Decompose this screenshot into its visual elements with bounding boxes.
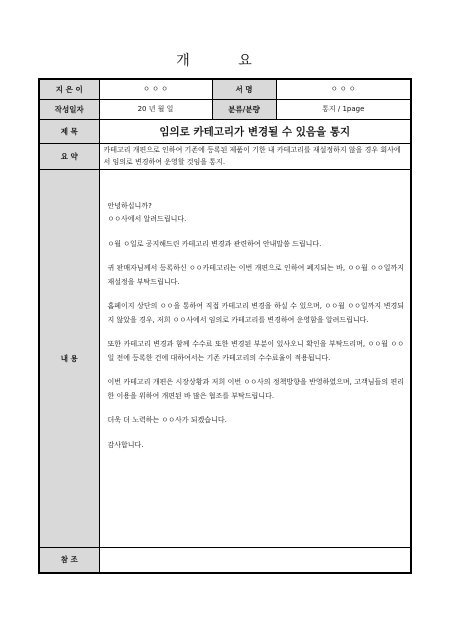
subject-value: 임의로 카테고리가 변경될 수 있음을 통지	[99, 119, 411, 143]
document-title: 개 요	[176, 53, 274, 69]
category-value: 통지 / 1page	[276, 99, 411, 119]
content-paragraph: 감사합니다.	[107, 440, 144, 449]
author-label: 지 은 이	[39, 79, 99, 99]
content-paragraph: 안녕하십니까? ㅇㅇ사에서 알려드립니다.	[107, 201, 187, 223]
author-value: ㅇ ㅇ ㅇ	[99, 79, 212, 99]
summary-form-table	[38, 78, 412, 574]
summary-label: 요 약	[39, 143, 99, 169]
category-label: 분류/분량	[212, 99, 276, 119]
reference-value	[99, 547, 411, 573]
content-label: 내 용	[39, 169, 99, 547]
content-paragraph: 홈페이지 상단의 ㅇㅇ을 통하여 직접 카테고리 변경을 하실 수 있으며, ㅇㅇ월 ㅇㅇ일까지 변경되지 않았을 경우, 저희 ㅇㅇ사에서 임의로 카테고리를 변경하여 운영함을 알려드립니다.	[107, 302, 404, 324]
content-body	[99, 169, 411, 547]
content-paragraph: 더욱 더 노력하는 ㅇㅇ사가 되겠습니다.	[107, 416, 227, 424]
subject-label: 제 목	[39, 119, 99, 143]
sign-value: ㅇ ㅇ ㅇ	[276, 79, 411, 99]
content-paragraph: 귀 판매자님께서 등록하신 ㅇㅇ카테고리는 이번 개편으로 인하여 폐지되는 바, ㅇㅇ월 ㅇㅇ일까지 재설정을 부탁드립니다.	[107, 264, 404, 286]
date-label: 작성일자	[39, 99, 99, 119]
content-paragraph: ㅇ월 ㅇ일로 공지해드린 카테고리 변경과 관련하여 안내말씀 드립니다.	[107, 239, 322, 248]
reference-label: 참 조	[39, 547, 99, 573]
date-value: 20 년 월 일	[99, 99, 212, 119]
content-paragraph: 이번 카테고리 개편은 시장상황과 저희 이번 ㅇㅇ사의 정책방향을 반영하였으며, 고객님들의 편리한 이용을 위하여 개편된 바 많은 협조를 부탁드립니다.	[107, 378, 404, 400]
content-paragraph: 또한 카테고리 변경과 함께 수수료 또한 변경된 부분이 있사오니 확인을 부탁드리며, ㅇㅇ월 ㅇㅇ일 전에 등록한 건에 대하여서는 기존 카테고리의 수수료율이 적용됩니다.	[107, 340, 404, 362]
summary-value: 카테고리 개편으로 인하여 기존에 등록된 제품이 기한 내 카테고리를 재설정하지 않을 경우 회사에서 임의로 변경하여 운영할 것임을 통지.	[99, 143, 411, 169]
sign-label: 서 명	[212, 79, 276, 99]
